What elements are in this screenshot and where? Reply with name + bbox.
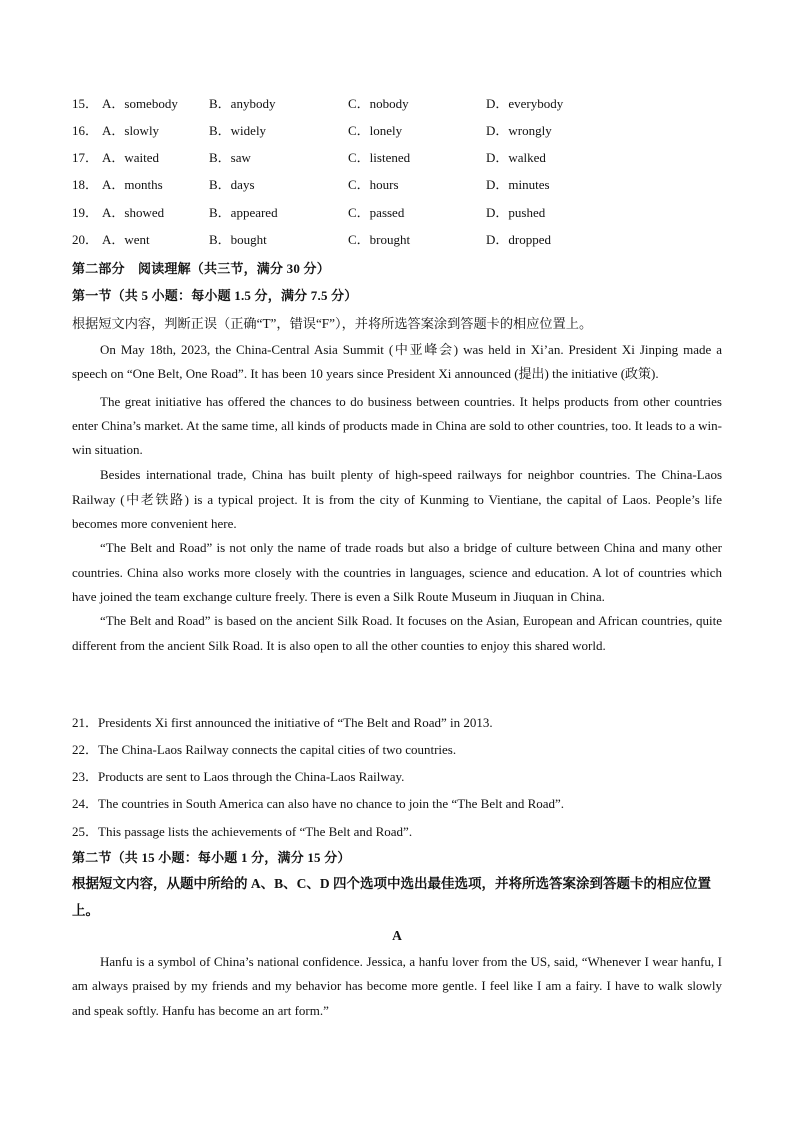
section-two-title: 第二节（共 15 小题：每小题 1 分，满分 15 分） xyxy=(72,850,351,865)
option-b: B．widely xyxy=(209,123,267,138)
option-b: B．days xyxy=(209,177,255,192)
option-c: C．passed xyxy=(348,205,405,220)
option-d: D．walked xyxy=(486,150,546,165)
question-number: 18． xyxy=(72,177,99,192)
section-one-title: 第一节（共 5 小题：每小题 1.5 分，满分 7.5 分） xyxy=(72,288,358,303)
option-a: A．somebody xyxy=(102,96,178,111)
option-d: D．wrongly xyxy=(486,123,552,138)
option-b: B．bought xyxy=(209,232,267,247)
option-a: A．showed xyxy=(102,205,165,220)
question-number: 19． xyxy=(72,205,99,220)
question-number: 15． xyxy=(72,96,99,111)
question-item: 24．The countries in South America can also have no chance to join the “The Belt and Road”. xyxy=(72,796,565,811)
passage-a-label: A xyxy=(392,928,402,943)
question-number: 20． xyxy=(72,232,99,247)
passage-one xyxy=(72,338,722,658)
part-two-title: 第二部分 阅读理解（共三节，满分 30 分） xyxy=(72,261,330,276)
question-item: 22．The China-Laos Railway connects the capital cities of two countries. xyxy=(72,742,457,757)
passage-paragraph: “The Belt and Road” is based on the ancient Silk Road. It focuses on the Asian, European and African countries, quite different from the ancient Silk Road. It is also open to all the other counties to enjoy this shared world. xyxy=(72,613,722,653)
passage-paragraph: On May 18th, 2023, the China-Central Asia Summit (中亚峰会) was held in Xi’an. President Xi Jinping made a speech on “One Belt, One Road”. It has been 10 years since President Xi announced (提出) the initiative (政策). xyxy=(72,342,722,382)
option-d: D．minutes xyxy=(486,177,550,192)
passage-paragraph: Hanfu is a symbol of China’s national confidence. Jessica, a hanfu lover from the US, said, “Whenever I wear hanfu, I am always praised by my friends and my behavior has become more gentle. I feel like I am a fairy. I have to walk slowly and speak softly. Hanfu has become an art form.” xyxy=(72,954,722,1018)
section-two-instruction: 根据短文内容，从题中所给的 A、B、C、D 四个选项中选出最佳选项，并将所选答案涂到答题卡的相应位置上。 xyxy=(72,876,712,918)
question-item: 23．Products are sent to Laos through the China-Laos Railway. xyxy=(72,769,405,784)
passage-a xyxy=(72,950,722,1023)
option-c: C．lonely xyxy=(348,123,403,138)
section-one-instruction: 根据短文内容，判断正误（正确“T”，错误“F”），并将所选答案涂到答题卡的相应位置上。 xyxy=(72,316,593,331)
option-d: D．pushed xyxy=(486,205,546,220)
question-item: 25．This passage lists the achievements of “The Belt and Road”. xyxy=(72,824,413,839)
passage-paragraph: The great initiative has offered the chances to do business between countries. It helps products from other countries enter China’s market. At the same time, all kinds of products made in China are sold to other countries, too. It leads to a win-win situation. xyxy=(72,393,722,458)
question-number: 17． xyxy=(72,150,99,165)
option-a: A．went xyxy=(102,232,150,247)
question-item: 21．Presidents Xi first announced the initiative of “The Belt and Road” in 2013. xyxy=(72,715,493,730)
option-c: C．listened xyxy=(348,150,411,165)
option-b: B．saw xyxy=(209,150,251,165)
option-c: C．hours xyxy=(348,177,399,192)
option-b: B．appeared xyxy=(209,205,278,220)
question-number: 16． xyxy=(72,123,99,138)
option-a: A．months xyxy=(102,177,163,192)
option-d: D．dropped xyxy=(486,232,551,247)
option-c: C．nobody xyxy=(348,96,409,111)
passage-paragraph: Besides international trade, China has built plenty of high-speed railways for neighbor countries. The China-Laos Railway (中老铁路) is a typical project. It is from the city of Kunming to Vientiane, the capital of Laos. People’s life becomes more convenient here. xyxy=(72,467,722,532)
option-a: A．slowly xyxy=(102,123,160,138)
passage-paragraph: “The Belt and Road” is not only the name of trade roads but also a bridge of culture between China and many other countries. China also works more closely with the countries in languages, science and education. A lot of countries which have joined the team exchange culture freely. There is even a Silk Route Museum in Jiuquan in China. xyxy=(72,540,722,604)
option-d: D．everybody xyxy=(486,96,564,111)
option-b: B．anybody xyxy=(209,96,276,111)
option-c: C．brought xyxy=(348,232,411,247)
option-a: A．waited xyxy=(102,150,160,165)
